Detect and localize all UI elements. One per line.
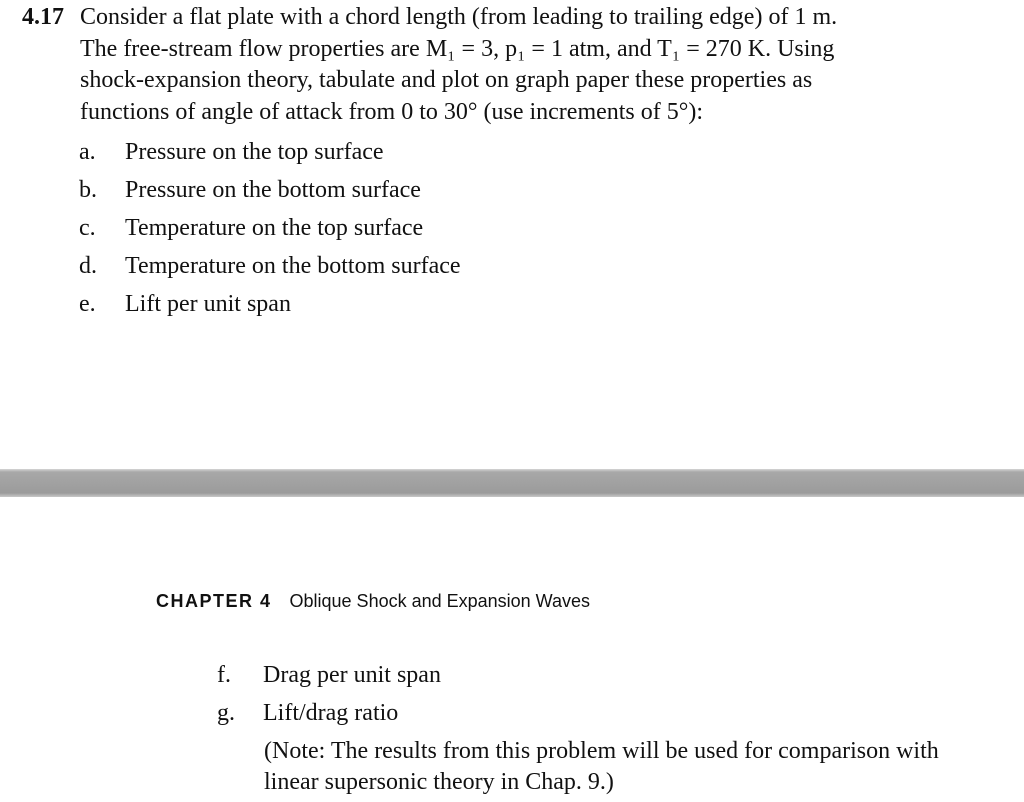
problem-line-3: shock-expansion theory, tabulate and plot on graph paper these properties as (80, 67, 813, 93)
list-item-text: Drag per unit span (263, 662, 441, 688)
problem-line-2: The free-stream flow properties are M₁ = 3, p₁ = 1 atm, and T₁ = 270 K. Using (80, 35, 835, 62)
list-item-letter: e. (79, 291, 96, 317)
problem-line-1: Consider a flat plate with a chord length (from leading to trailing edge) of 1 m. (80, 4, 838, 30)
problem-number: 4.17 (22, 4, 64, 30)
page-separator (0, 469, 1024, 497)
list-item-text: Temperature on the bottom surface (125, 253, 461, 279)
list-item-text: Lift per unit span (125, 291, 291, 317)
list-item-letter: g. (217, 700, 235, 726)
list-item-text: Pressure on the bottom surface (125, 177, 421, 203)
list-item-text: Lift/drag ratio (263, 700, 399, 726)
list-item-text: Pressure on the top surface (125, 139, 384, 165)
list-item-letter: d. (79, 253, 97, 279)
list-item-text: Temperature on the top surface (125, 215, 424, 241)
list-item-letter: c. (79, 215, 96, 241)
chapter-title: Oblique Shock and Expansion Waves (289, 591, 591, 611)
chapter-label: CHAPTER 4 (156, 591, 272, 611)
list-item-letter: a. (79, 139, 96, 165)
problem-line-4: functions of angle of attack from 0 to 30° (use increments of 5°): (80, 98, 704, 125)
list-item-letter: f. (217, 662, 231, 688)
note-line-2: linear supersonic theory in Chap. 9.) (264, 769, 614, 795)
list-item-letter: b. (79, 177, 97, 203)
note-block (264, 736, 1024, 798)
note-line-1: (Note: The results from this problem will be used for comparison with (264, 738, 939, 764)
problem-text (80, 2, 980, 128)
chapter-header (156, 589, 590, 613)
